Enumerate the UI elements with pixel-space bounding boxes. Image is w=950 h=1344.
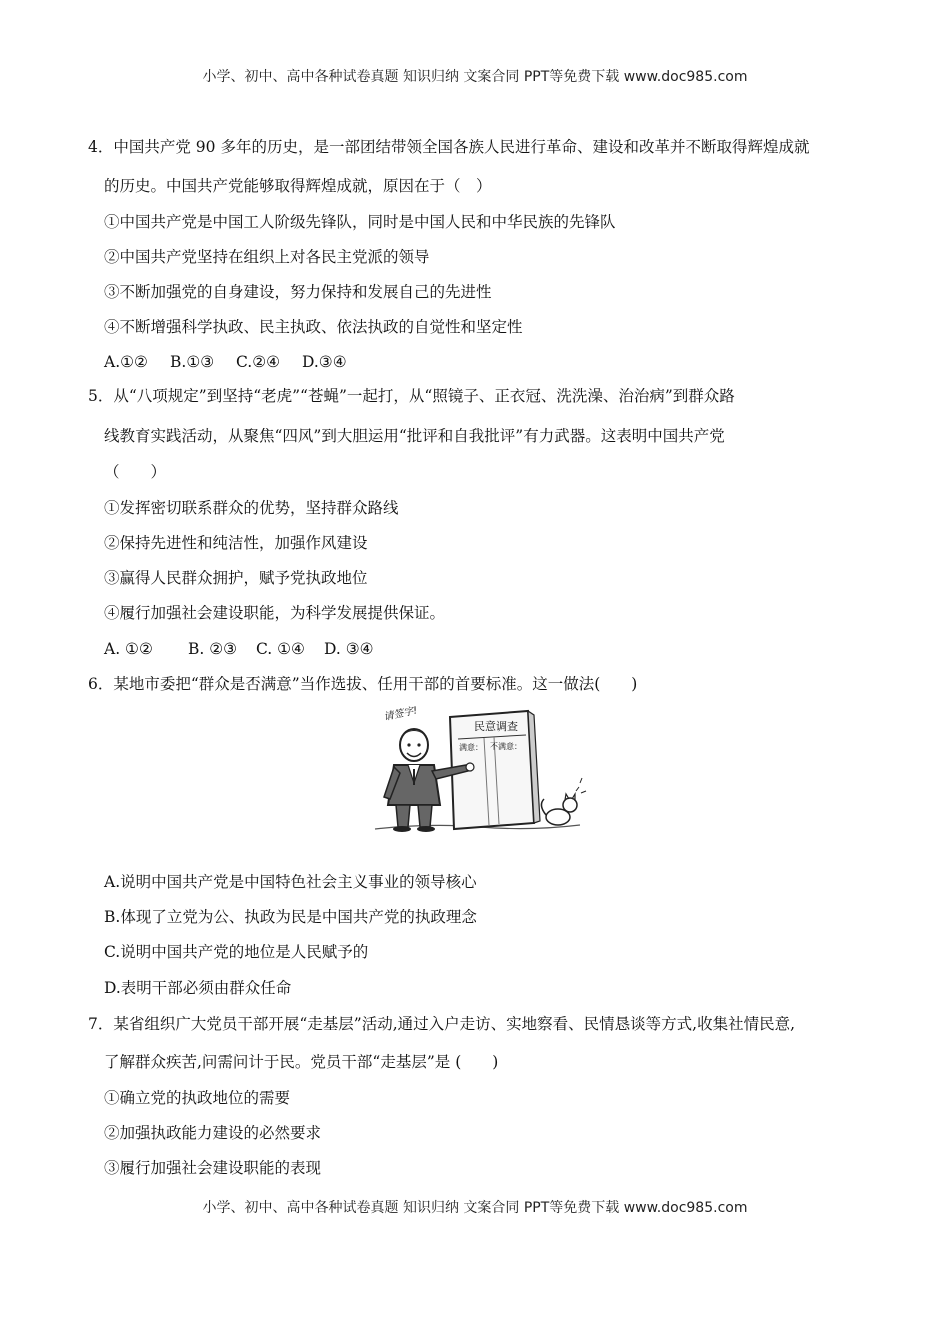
board-col-unsatisfied: 不满意： [490, 742, 522, 751]
q7-item-3: ③履行加强社会建设职能的表现 [104, 1159, 322, 1177]
q4-item-4: ④不断增强科学执政、民主执政、依法执政的自觉性和坚定性 [104, 318, 523, 336]
q4-stem-line-2: 的历史。中国共产党能够取得辉煌成就，原因在于（ ） [104, 177, 492, 195]
q4-option-a[interactable]: A.①② [104, 353, 148, 371]
q4-option-b[interactable]: B.①③ [170, 353, 215, 371]
q5-stem-line-2: 线教育实践活动，从聚焦“四风”到大胆运用“批评和自我批评”有力武器。这表明中国共产党 [104, 427, 725, 445]
page-header: 小学、初中、高中各种试卷真题 知识归纳 文案合同 PPT等免费下载 www.doc985.com [202, 69, 748, 85]
q5-item-1: ①发挥密切联系群众的优势，坚持群众路线 [104, 499, 399, 517]
q4-stem-line-1: 4．中国共产党 90 多年的历史，是一部团结带领全国各族人民进行革命、建设和改革并不断取得辉煌成就 [88, 138, 810, 156]
q5-stem-line-1: 5．从“八项规定”到坚持“老虎”“苍蝇”一起打，从“照镜子、正衣冠、洗洗澡、治治病”到群众路 [88, 387, 735, 405]
q7-item-1: ①确立党的执政地位的需要 [104, 1089, 291, 1107]
q7-stem-line-1: 7．某省组织广大党员干部开展“走基层”活动,通过入户走访、实地察看、民情恳谈等方式,收集社情民意, [88, 1015, 795, 1033]
q5-item-4: ④履行加强社会建设职能，为科学发展提供保证。 [104, 604, 446, 622]
q6-option-c[interactable]: C.说明中国共产党的地位是人民赋予的 [104, 943, 369, 961]
q5-item-2: ②保持先进性和纯洁性，加强作风建设 [104, 534, 368, 552]
q5-option-c[interactable]: C. ①④ [256, 640, 305, 658]
q4-item-2: ②中国共产党坚持在组织上对各民主党派的领导 [104, 248, 430, 266]
board-col-satisfied: 满意： [459, 743, 483, 752]
q5-option-d[interactable]: D. ③④ [324, 640, 374, 658]
q4-option-d[interactable]: D.③④ [302, 353, 347, 371]
q5-options [104, 639, 374, 659]
q6-option-d[interactable]: D.表明干部必须由群众任命 [104, 979, 292, 997]
speech-text: 请签字! [382, 705, 419, 724]
q6-option-b[interactable]: B.体现了立党为公、执政为民是中国共产党的执政理念 [104, 908, 477, 926]
page-footer: 小学、初中、高中各种试卷真题 知识归纳 文案合同 PPT等免费下载 www.doc985.com [202, 1200, 748, 1216]
q4-item-3: ③不断加强党的自身建设，努力保持和发展自己的先进性 [104, 283, 492, 301]
q7-stem-line-2: 了解群众疾苦,问需问计于民。党员干部“走基层”是 ( ) [104, 1053, 499, 1071]
q4-option-c[interactable]: C.②④ [236, 353, 281, 371]
q5-option-a[interactable]: A. ①② [104, 640, 153, 658]
q6-stem: 6．某地市委把“群众是否满意”当作选拔、任用干部的首要标准。这一做法( ) [88, 675, 638, 693]
q5-item-3: ③赢得人民群众拥护，赋予党执政地位 [104, 569, 368, 587]
q4-item-1: ①中国共产党是中国工人阶级先锋队，同时是中国人民和中华民族的先锋队 [104, 213, 616, 231]
survey-cartoon-illustration [370, 705, 590, 840]
board-title: 民意调查 [474, 720, 518, 733]
q6-option-a[interactable]: A.说明中国共产党是中国特色社会主义事业的领导核心 [104, 873, 477, 891]
q5-stem-line-3: （ ） [104, 463, 167, 481]
q5-option-b[interactable]: B. ②③ [188, 640, 238, 658]
q4-options [104, 352, 347, 372]
q7-item-2: ②加强执政能力建设的必然要求 [104, 1124, 322, 1142]
